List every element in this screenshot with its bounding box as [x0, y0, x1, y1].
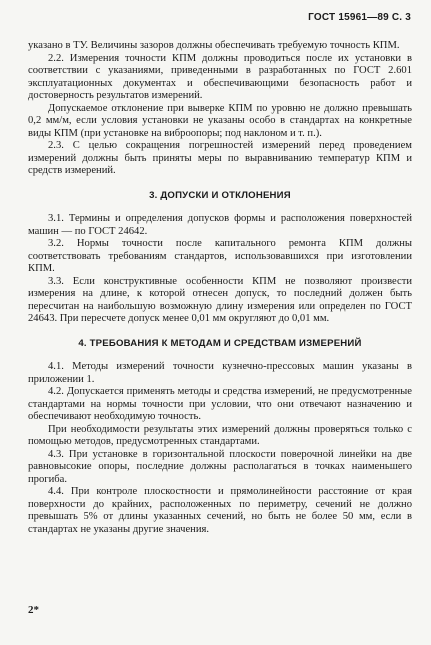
- paragraph: 4.2. Допускается применять методы и средства измерений, не предусмотренные стандартами на нормы точности при условии, что они отвечают назначению и обеспечивают необходимую точность.: [28, 386, 412, 422]
- paragraph: 4.4. При контроле плоскостности и прямолинейности расстояние от края поверхности до крайних, расположенных по периметру, сечений не должно превышать 5% от длины указанных сечений, но быть не более 50 мм, если в стандартах не указаны другие значения.: [28, 486, 412, 535]
- paragraph: Допускаемое отклонение при выверке КПМ по уровню не должно превышать 0,2 мм/м, если условия установки не указаны особо в стандартах на конкретные виды КПМ (при установке на виброопоры; под наклоном и т. п.).: [28, 102, 412, 139]
- paragraph: указано в ТУ. Величины зазоров должны обеспечивать требуемую точность КПМ.: [28, 40, 400, 51]
- body-text: [28, 40, 412, 536]
- section-heading: 4. ТРЕБОВАНИЯ К МЕТОДАМ И СРЕДСТВАМ ИЗМЕРЕНИЙ: [78, 337, 362, 349]
- page-signature: 2*: [28, 604, 39, 616]
- paragraph: 2.3. С целью сокращения погрешностей измерений перед проведением измерений должны быть приняты меры по выравниванию температур КПМ и средств измерений.: [28, 140, 412, 176]
- section-heading: 3. ДОПУСКИ И ОТКЛОНЕНИЯ: [149, 189, 291, 201]
- page-header: ГОСТ 15961—89 С. 3: [308, 12, 411, 23]
- paragraph: 4.3. При установке в горизонтальной плоскости поверочной линейки на две равновысокие опоры, последние должны располагаться в точках наименьшего прогиба.: [28, 448, 412, 485]
- paragraph: 3.1. Термины и определения допусков формы и расположения поверхностей машин — по ГОСТ 24642.: [28, 213, 412, 237]
- paragraph: 2.2. Измерения точности КПМ должны проводиться после их установки в соответствии с указаниями, приведенными в разработанных по ГОСТ 2.601 эксплуатационных документах и обеспечивающими безопасность работ и достоверность результатов измерений.: [28, 52, 412, 101]
- paragraph: 3.3. Если конструктивные особенности КПМ не позволяют произвести измерения на длине, к которой отнесен допуск, то последний должен быть пересчитан на наибольшую возможную длину измерения или определен по ГОСТ 24643. При пересчете допуск менее 0,01 мм округляют до 0,01 мм.: [28, 275, 412, 324]
- paragraph: При необходимости результаты этих измерений должны проверяться только с помощью методов, предусмотренных стандартами.: [28, 423, 412, 447]
- paragraph: 3.2. Нормы точности после капитального ремонта КПМ должны соответствовать требованиям стандартов, использовавшихся при изготовлении КПМ.: [28, 238, 412, 274]
- paragraph: 4.1. Методы измерений точности кузнечно-прессовых машин указаны в приложении 1.: [28, 361, 412, 385]
